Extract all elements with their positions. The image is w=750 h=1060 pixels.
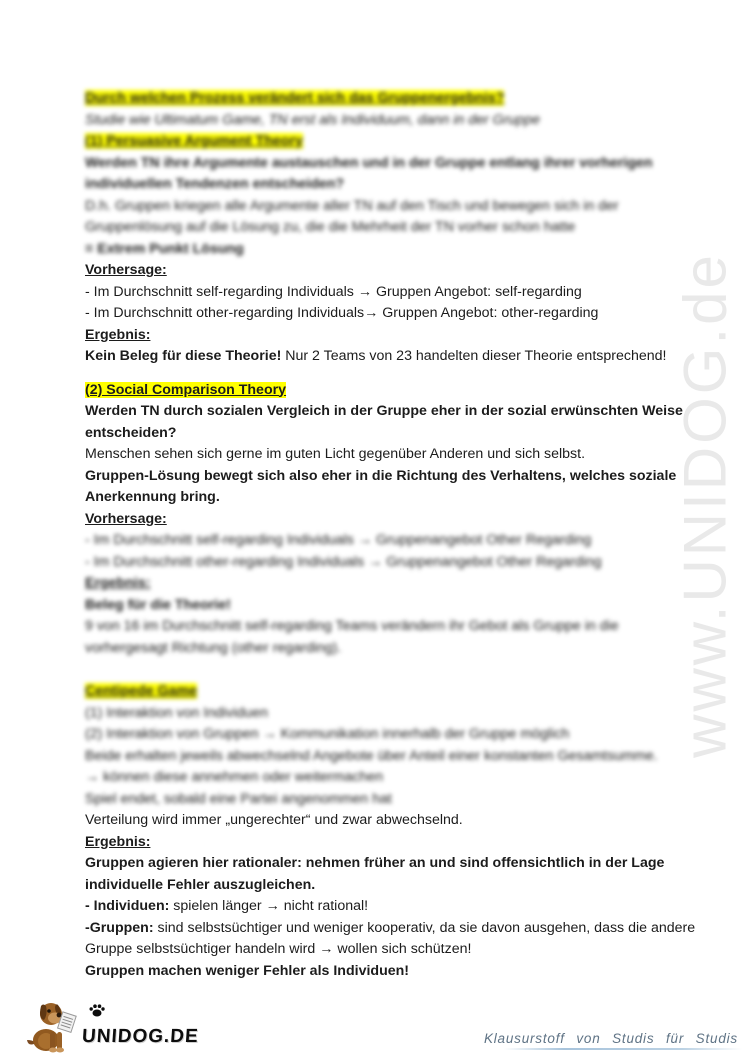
text-segment: individuelle Fehler auszugleichen.	[85, 876, 316, 893]
text-line	[85, 875, 685, 897]
text-segment: - Im Durchschnitt self-regarding Individuals → Gruppen Angebot: self-regarding	[85, 283, 582, 300]
text-line	[85, 110, 685, 132]
text-line	[85, 444, 685, 466]
text-line	[85, 853, 685, 875]
text-line	[85, 196, 685, 218]
text-line	[85, 239, 685, 261]
text-line	[85, 961, 685, 983]
text-segment: Vorhersage:	[85, 262, 167, 278]
text-segment: Ergebnis:	[85, 326, 151, 343]
text-line	[85, 380, 685, 402]
text-segment: - Individuen:	[85, 898, 170, 914]
unidog-logo	[24, 1000, 200, 1054]
text-segment: Anerkennung bring.	[85, 489, 220, 505]
text-line	[85, 638, 685, 660]
text-line	[85, 918, 696, 940]
text-segment: → können diese annehmen oder weitermachen	[85, 769, 384, 785]
document-content	[85, 88, 696, 982]
text-segment: Werden TN durch sozialen Vergleich in der Gruppe eher in der sozial erwünschten Weise	[85, 403, 683, 419]
text-line	[85, 832, 685, 854]
text-line	[85, 401, 685, 423]
text-line	[85, 530, 685, 552]
paw-print-icon	[88, 1002, 106, 1018]
text-segment: (1) Interaktion von Individuen	[85, 704, 268, 721]
text-segment: entscheiden?	[85, 424, 177, 441]
text-line	[85, 325, 685, 347]
text-line	[85, 767, 685, 789]
text-line	[85, 595, 685, 617]
text-line	[85, 303, 685, 325]
text-line	[85, 681, 685, 703]
text-line	[85, 746, 685, 768]
watermark: www.UNIDOG.de	[671, 252, 739, 758]
text-line	[85, 810, 685, 832]
text-line	[85, 896, 685, 918]
text-segment: Gruppen agieren hier rationaler: nehmen früher an und sind offensichtlich in der Lage	[85, 855, 665, 871]
text-segment: Beide erhalten jeweils abwechselnd Angebote über Anteil einer konstanten Gesamtsumme.	[85, 747, 658, 764]
text-line	[85, 939, 685, 961]
text-line	[85, 131, 685, 153]
text-line	[85, 282, 685, 304]
logo-text: UNIDOG.DE	[81, 1026, 200, 1047]
text-segment: -Gruppen:	[85, 919, 154, 936]
text-segment: = Extrem Punkt Lösung	[85, 240, 244, 257]
text-segment: - Im Durchschnitt self-regarding Individuals → Gruppenangebot Other Regarding	[85, 532, 592, 548]
text-segment: Durch welchen Prozess verändert sich das Gruppenergebnis?	[85, 90, 505, 106]
text-segment: Centipede Game	[85, 683, 197, 699]
text-segment: D.h. Gruppen kriegen alle Argumente aller TN auf den Tisch und bewegen sich in der	[85, 197, 619, 214]
text-segment: Spiel endet, sobald eine Partei angenommen hat	[85, 790, 392, 807]
text-line	[85, 260, 685, 282]
text-segment: Gruppenlösung auf die Lösung zu, die die Mehrheit der TN vorher schon hatte	[85, 219, 576, 235]
text-segment: 9 von 16 im Durchschnitt self-regarding Teams verändern ihr Gebot als Gruppe in die	[85, 618, 619, 634]
text-line	[85, 616, 685, 638]
text-segment: Ergebnis:	[85, 575, 151, 591]
text-segment: Verteilung wird immer „ungerechter“ und zwar abwechselnd.	[85, 812, 463, 828]
text-segment: - Im Durchschnitt other-regarding Individuals → Gruppenangebot Other Regarding	[85, 553, 602, 570]
text-line	[85, 88, 685, 110]
text-segment: Kein Beleg für diese Theorie!	[85, 348, 282, 364]
text-line	[85, 466, 685, 488]
dog-mascot-icon	[24, 1000, 84, 1054]
text-line	[85, 423, 685, 445]
text-line	[85, 487, 685, 509]
text-line	[85, 346, 685, 368]
text-line	[85, 174, 685, 196]
text-segment: Menschen sehen sich gerne im guten Licht gegenüber Anderen und sich selbst.	[85, 446, 586, 462]
text-line	[85, 552, 685, 574]
text-segment: (1) Persuasive Argument Theory	[85, 133, 303, 149]
text-segment: Studie wie Ultimatum Game, TN erst als Individuum, dann in der Gruppe	[85, 111, 540, 128]
text-line	[85, 789, 685, 811]
text-line	[85, 153, 685, 175]
text-segment: Gruppen machen weniger Fehler als Individuen!	[85, 962, 410, 979]
text-segment: sind selbstsüchtiger und weniger kooperativ, da sie davon ausgehen, dass die andere	[153, 919, 696, 936]
footer-divider	[504, 1048, 742, 1050]
text-line	[85, 573, 685, 595]
text-segment: - Im Durchschnitt other-regarding Individuals→ Gruppen Angebot: other-regarding	[85, 305, 599, 321]
text-segment: Beleg für die Theorie!	[85, 596, 231, 613]
text-segment: vorhergesagt Richtung (other regarding).	[85, 639, 342, 656]
text-segment: spielen länger → nicht rational!	[169, 898, 369, 914]
text-segment: (2) Social Comparison Theory	[85, 381, 287, 398]
text-line	[85, 509, 685, 531]
text-segment: Ergebnis:	[85, 833, 151, 850]
text-line	[85, 724, 685, 746]
footer-slogan: Klausurstoff von Studis für Studis	[483, 1031, 738, 1046]
text-segment: individuellen Tendenzen entscheiden?	[85, 176, 345, 192]
text-segment: Gruppe selbstsüchtiger handeln wird → wollen sich schützen!	[85, 941, 472, 957]
text-line	[85, 703, 685, 725]
text-segment: (2) Interaktion von Gruppen → Kommunikation innerhalb der Gruppe möglich	[85, 726, 570, 742]
text-segment: Vorhersage:	[85, 510, 167, 527]
text-line	[85, 217, 685, 239]
text-segment: Werden TN ihre Argumente austauschen und in der Gruppe entlang ihrer vorherigen	[85, 154, 653, 171]
text-segment: Nur 2 Teams von 23 handelten dieser Theorie entsprechend!	[281, 348, 667, 364]
text-segment: Gruppen-Lösung bewegt sich also eher in die Richtung des Verhaltens, welches soziale	[85, 467, 677, 484]
